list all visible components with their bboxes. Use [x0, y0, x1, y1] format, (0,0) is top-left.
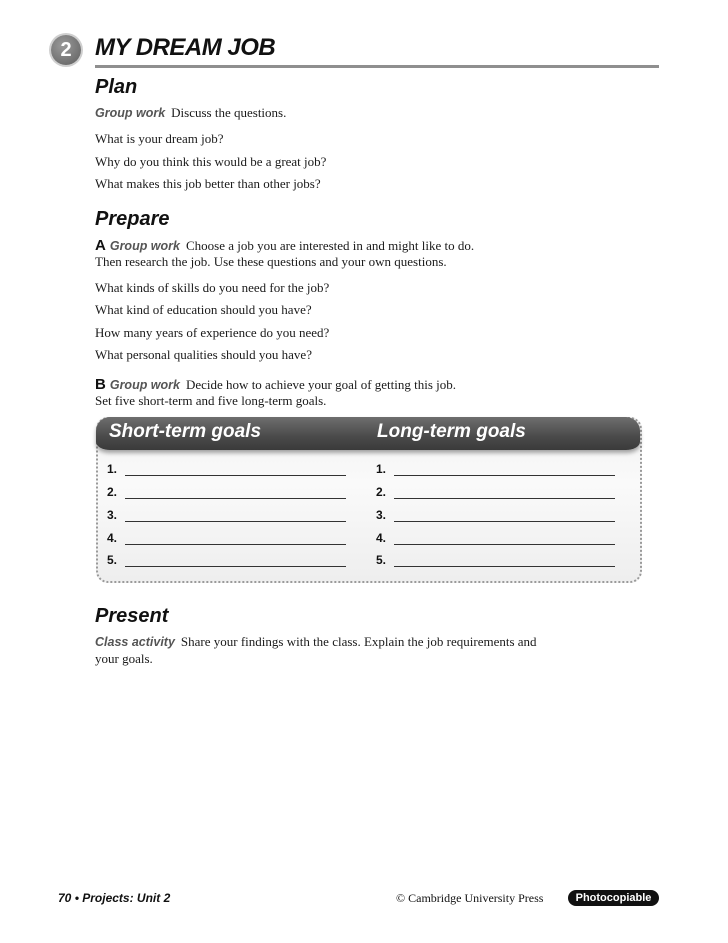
goal-number: 5.: [376, 553, 387, 567]
present-text-2: your goals.: [95, 651, 153, 666]
prepare-question: What kind of education should you have?: [95, 302, 312, 317]
photocopiable-badge: Photocopiable: [568, 890, 659, 906]
goal-number: 3.: [107, 508, 118, 522]
prepare-a-text-1: Choose a job you are interested in and might like to do.: [186, 238, 475, 253]
short-term-goal-row[interactable]: [107, 553, 347, 571]
plan-question: What is your dream job?: [95, 131, 224, 146]
short-term-goal-row[interactable]: [107, 462, 347, 480]
goal-number: 2.: [376, 485, 387, 499]
prepare-question: What kinds of skills do you need for the job?: [95, 280, 330, 295]
prepare-b-instruction: [95, 376, 456, 393]
prepare-b-text-2: Set five short-term and five long-term goals.: [95, 393, 327, 408]
goal-number: 3.: [376, 508, 387, 522]
goal-number: 1.: [107, 462, 118, 476]
prepare-a-letter: A: [95, 237, 106, 254]
short-term-goals-heading: Short-term goals: [109, 421, 262, 442]
plan-question: Why do you think this would be a great job?: [95, 154, 327, 169]
plan-instruction: [95, 105, 286, 121]
present-tag: Class activity: [95, 635, 175, 649]
goal-number: 2.: [107, 485, 118, 499]
goal-blank-line[interactable]: [125, 475, 346, 476]
goal-blank-line[interactable]: [125, 521, 346, 522]
goal-number: 1.: [376, 462, 387, 476]
present-instruction: [95, 634, 537, 650]
prepare-b-tag: Group work: [109, 378, 180, 392]
long-term-goals-heading: Long-term goals: [377, 421, 526, 442]
prepare-question: How many years of experience do you need?: [95, 325, 330, 340]
long-term-goal-row[interactable]: [376, 508, 616, 526]
short-term-goal-row[interactable]: [107, 531, 347, 549]
present-heading: Present: [95, 605, 169, 627]
goal-number: 4.: [376, 531, 387, 545]
prepare-b-text-1: Decide how to achieve your goal of getting this job.: [186, 377, 457, 392]
plan-heading: Plan: [95, 76, 138, 98]
prepare-question: What personal qualities should you have?: [95, 347, 312, 362]
goal-blank-line[interactable]: [394, 475, 615, 476]
goal-blank-line[interactable]: [394, 521, 615, 522]
long-term-goal-row[interactable]: [376, 553, 616, 571]
goal-number: 4.: [107, 531, 118, 545]
prepare-heading: Prepare: [95, 208, 170, 230]
page-number: 70: [58, 891, 72, 905]
prepare-a-instruction: [95, 237, 474, 254]
prepare-a-tag: Group work: [109, 239, 180, 253]
goal-blank-line[interactable]: [394, 498, 615, 499]
prepare-b-letter: B: [95, 376, 106, 393]
short-term-goal-row[interactable]: [107, 485, 347, 503]
footer-bullet: •: [74, 891, 79, 905]
short-term-goal-row[interactable]: [107, 508, 347, 526]
plan-instruction-text: Discuss the questions.: [171, 105, 287, 120]
long-term-goal-row[interactable]: [376, 485, 616, 503]
goal-blank-line[interactable]: [125, 498, 346, 499]
present-text-1: Share your findings with the class. Explain the job requirements and: [180, 634, 537, 649]
goal-number: 5.: [107, 553, 118, 567]
copyright-notice: © Cambridge University Press: [396, 891, 544, 905]
footer-page-label: [58, 891, 170, 905]
goal-blank-line[interactable]: [125, 544, 346, 545]
plan-question: What makes this job better than other jobs?: [95, 176, 321, 191]
plan-tag: Group work: [95, 106, 166, 120]
prepare-a-text-2: Then research the job. Use these questions and your own questions.: [95, 254, 447, 269]
goal-blank-line[interactable]: [394, 544, 615, 545]
goal-blank-line[interactable]: [394, 566, 615, 567]
title-divider: [95, 65, 659, 68]
unit-number-badge: 2: [51, 35, 81, 65]
goal-blank-line[interactable]: [125, 566, 346, 567]
long-term-goal-row[interactable]: [376, 531, 616, 549]
page-title: MY DREAM JOB: [95, 34, 276, 61]
footer-section: Projects: Unit 2: [82, 891, 171, 905]
long-term-goal-row[interactable]: [376, 462, 616, 480]
